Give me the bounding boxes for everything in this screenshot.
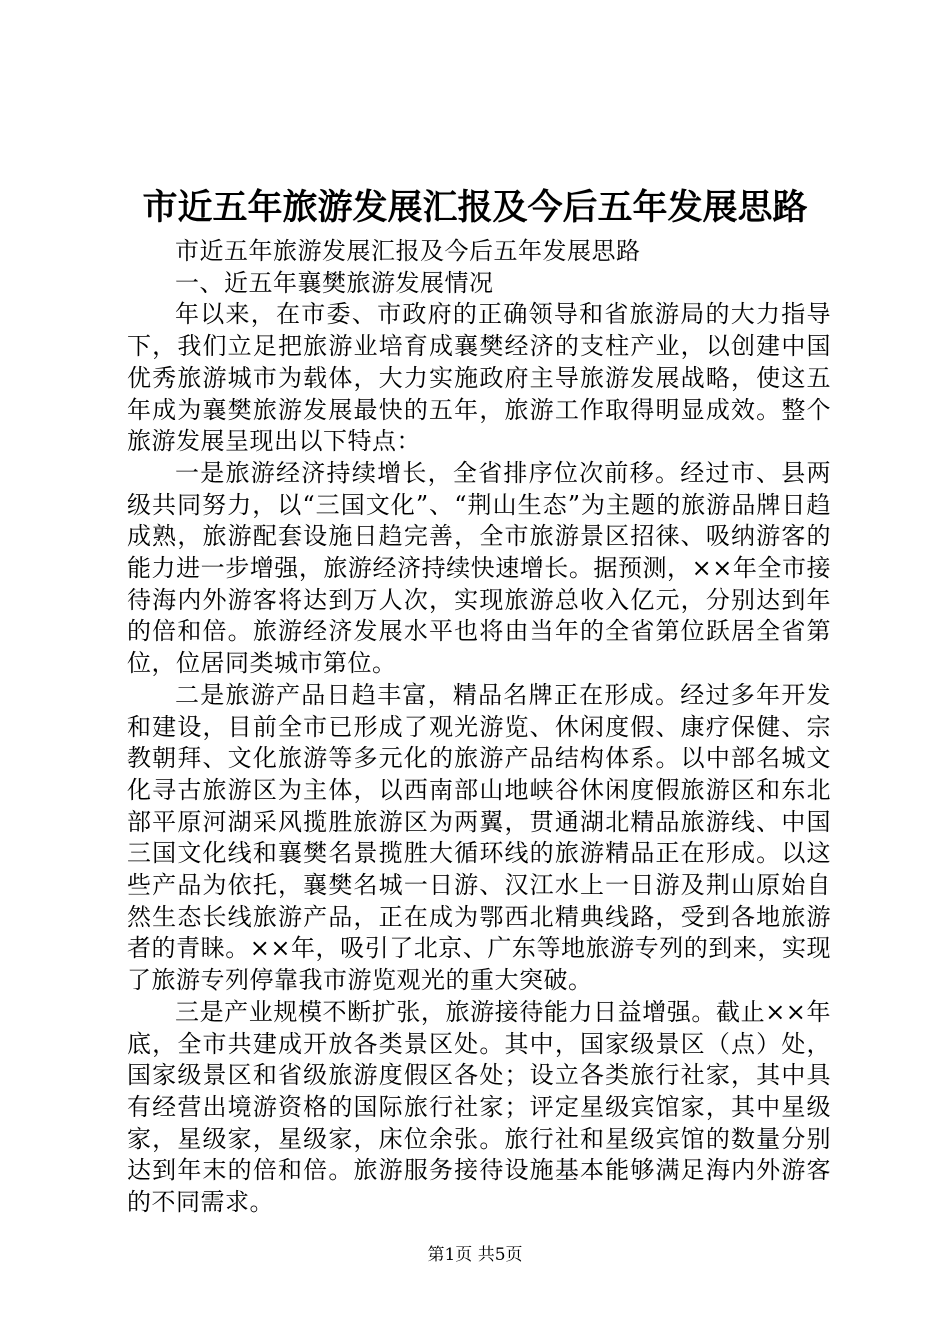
paragraph-subtitle: 市近五年旅游发展汇报及今后五年发展思路: [175, 237, 641, 265]
document-body: [127, 236, 831, 1219]
document-title: 市近五年旅游发展汇报及今后五年发展思路: [142, 187, 808, 228]
paragraph-intro: 年以来，在市委、市政府的正确领导和省旅游局的大力指导下，我们立足把旅游业培育成襄樊经济的支柱产业，以创建中国优秀旅游城市为载体，大力实施政府主导旅游发展战略，使这五年成为襄樊旅游发展最快的五年，旅游工作取得明显成效。整个旅游发展呈现出以下特点：: [127, 300, 831, 456]
paragraph-point-two: 二是旅游产品日趋丰富，精品名牌正在形成。经过多年开发和建设，目前全市已形成了观光游览、休闲度假、康疗保健、宗教朝拜、文化旅游等多元化的旅游产品结构体系。以中部名城文化寻古旅游区为主体，以西南部山地峡谷休闲度假旅游区和东北部平原河湖采风揽胜旅游区为两翼，贯通湖北精品旅游线、中国三国文化线和襄樊名景揽胜大循环线的旅游精品正在形成。以这些产品为依托，襄樊名城一日游、汉江水上一日游及荆山原始自然生态长线旅游产品，正在成为鄂西北精典线路，受到各地旅游者的青睐。××年，吸引了北京、广东等地旅游专列的到来，实现了旅游专列停靠我市游览观光的重大突破。: [127, 680, 831, 995]
paragraph-section-heading: 一、近五年襄樊旅游发展情况: [175, 268, 494, 297]
page-number-footer: 第1页 共5页: [427, 1245, 523, 1265]
paragraph-point-three: 三是产业规模不断扩张，旅游接待能力日益增强。截止××年底，全市共建成开放各类景区处。其中，国家级景区（点）处，国家级景区和省级旅游度假区各处；设立各类旅行社家，其中具有经营出境游资格的国际旅行社家；评定星级宾馆家，其中星级家，星级家，星级家，床位余张。旅行社和星级宾馆的数量分别达到年末的倍和倍。旅游服务接待设施基本能够满足海内外游客的不同需求。: [127, 997, 831, 1217]
paragraph-point-one: 一是旅游经济持续增长，全省排序位次前移。经过市、县两级共同努力，以“三国文化”、“荆山生态”为主题的旅游品牌日趋成熟，旅游配套设施日趋完善，全市旅游景区招徕、吸纳游客的能力进一步增强，旅游经济持续快速增长。据预测，××年全市接待海内外游客将达到万人次，实现旅游总收入亿元，分别达到年的倍和倍。旅游经济发展水平也将由当年的全省第位跃居全省第位，位居同类城市第位。: [127, 458, 831, 678]
